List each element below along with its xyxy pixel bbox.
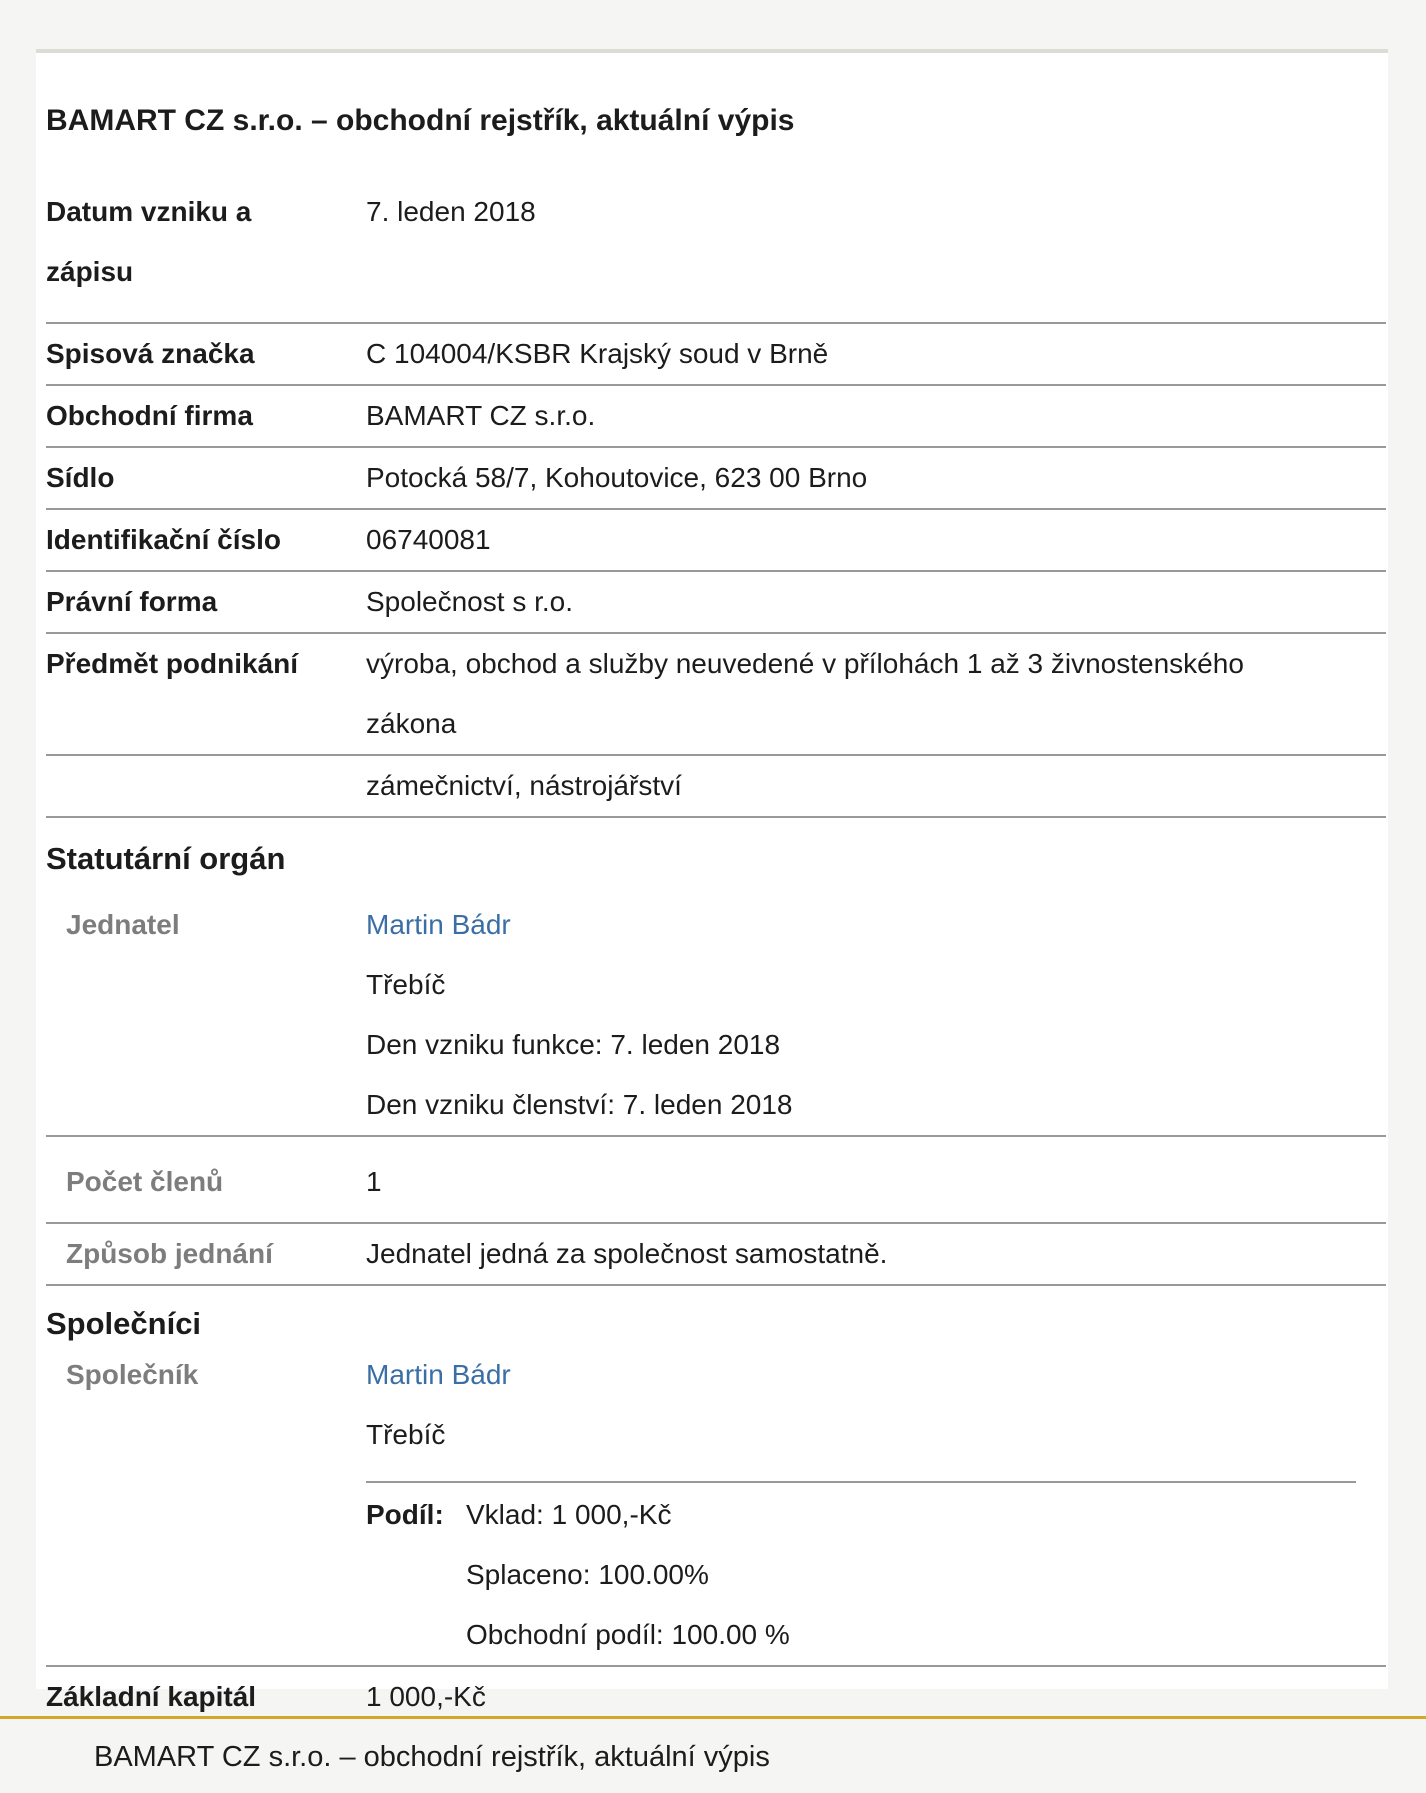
- value-pocet-clenu: 1: [366, 1166, 382, 1197]
- row-obchodni-firma: [46, 386, 1386, 448]
- row-pocet-clenu: [46, 1152, 1386, 1224]
- label-zpusob-jednani: Způsob jednání: [66, 1238, 273, 1269]
- link-spolecnik-name[interactable]: Martin Bádr: [366, 1359, 511, 1390]
- row-predmet-podnikani: [46, 634, 1386, 756]
- section-statutarni-organ: Statutární orgán: [46, 841, 286, 876]
- label-pravni-forma: Právní forma: [46, 586, 218, 617]
- value-jednatel-city: Třebíč: [366, 969, 446, 1000]
- row-sidlo: [46, 448, 1386, 510]
- section-spolecnici: Společníci: [46, 1306, 202, 1341]
- row-spisova-znacka: [46, 324, 1386, 386]
- label-spisova-znacka: Spisová značka: [46, 338, 255, 369]
- row-spolecnik: [46, 1345, 1386, 1667]
- value-predmet-2: zámečnictví, nástrojářství: [366, 770, 682, 801]
- row-identifikacni-cislo: [46, 510, 1386, 572]
- value-predmet-line2: zákona: [366, 708, 457, 739]
- value-spolecnik-city: Třebíč: [366, 1419, 446, 1450]
- value-identifikacni-cislo: 06740081: [366, 524, 491, 555]
- label-datum-vzniku-line1: Datum vzniku a: [46, 196, 252, 227]
- row-pravni-forma: [46, 572, 1386, 634]
- value-den-vzniku-funkce: Den vzniku funkce: 7. leden 2018: [366, 1029, 781, 1060]
- value-predmet-line1: výroba, obchod a služby neuvedené v přílohách 1 až 3 živnostenského: [366, 648, 1244, 679]
- link-jednatel-name[interactable]: Martin Bádr: [366, 909, 511, 940]
- value-vklad: Vklad: 1 000,-Kč: [466, 1499, 672, 1530]
- value-obchodni-firma: BAMART CZ s.r.o.: [366, 400, 596, 431]
- label-spolecnik: Společník: [66, 1359, 199, 1390]
- label-predmet-podnikani: Předmět podnikání: [46, 648, 299, 679]
- label-sidlo: Sídlo: [46, 462, 115, 493]
- label-zakladni-kapital: Základní kapitál: [46, 1681, 257, 1712]
- row-zpusob-jednani: [46, 1224, 1386, 1286]
- label-jednatel: Jednatel: [66, 909, 180, 940]
- value-datum-vzniku: 7. leden 2018: [366, 196, 536, 227]
- value-pravni-forma: Společnost s r.o.: [366, 586, 574, 617]
- page-title: BAMART CZ s.r.o. – obchodní rejstřík, aktuální výpis: [46, 104, 795, 137]
- value-zpusob-jednani: Jednatel jedná za společnost samostatně.: [366, 1238, 888, 1269]
- register-card: [36, 49, 1388, 1712]
- label-identifikacni-cislo: Identifikační číslo: [46, 524, 281, 555]
- row-datum-vzniku: [46, 182, 1386, 324]
- value-obchodni-podil: Obchodní podíl: 100.00 %: [466, 1619, 790, 1650]
- value-spisova-znacka: C 104004/KSBR Krajský soud v Brně: [366, 338, 829, 369]
- value-den-vzniku-clenstvi: Den vzniku členství: 7. leden 2018: [366, 1089, 793, 1120]
- value-splaceno: Splaceno: 100.00%: [466, 1559, 709, 1590]
- label-obchodni-firma: Obchodní firma: [46, 400, 253, 431]
- label-podil: Podíl:: [366, 1499, 444, 1530]
- value-zakladni-kapital: 1 000,-Kč: [366, 1681, 486, 1712]
- podil-divider: [366, 1481, 1356, 1483]
- row-jednatel: [46, 895, 1386, 1137]
- value-sidlo: Potocká 58/7, Kohoutovice, 623 00 Brno: [366, 462, 868, 493]
- row-predmet-podnikani-2: [46, 756, 1386, 818]
- page-footer: [0, 1716, 1426, 1793]
- label-pocet-clenu: Počet členů: [66, 1166, 224, 1197]
- footer-text: BAMART CZ s.r.o. – obchodní rejstřík, aktuální výpis: [94, 1741, 770, 1773]
- label-datum-vzniku-line2: zápisu: [46, 256, 134, 287]
